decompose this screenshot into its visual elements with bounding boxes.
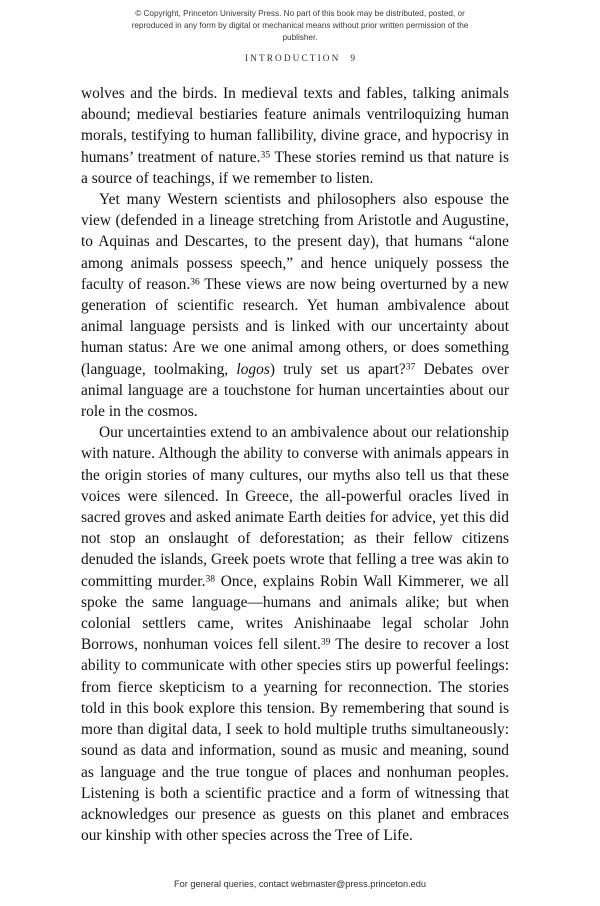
paragraph-para-2 [81,189,509,422]
footer-queries-text: For general queries, contact webmaster@press.princeton.edu [174,879,426,889]
italic-term: logos [236,360,270,378]
footnote-marker: 38 [205,573,216,585]
running-head [0,54,600,64]
running-head-title: INTRODUCTION [244,54,341,64]
paragraph-para-3 [81,422,509,846]
footnote-marker: 37 [405,361,416,373]
text-run: wolves and the birds. In medieval texts and fables, talking animals abound; medieval bestiaries feature animals ventriloquizing human morals, testifying to human fallibility, divine grace, and hypocrisy in humans’ treatment of nature. [81,85,509,166]
text-run: Debates over animal language are a touchstone for human uncertainties about our role in the cosmos. [81,360,509,421]
text-run: ) truly set us apart? [269,360,406,378]
text-run: Once, explains Robin Wall Kimmerer, we all spoke the same language—humans and animals alike; but when colonial settlers came, writes Anishinaabe legal scholar John Borrows, nonhuman voices fell silent. [81,572,509,654]
footnote-marker: 35 [260,149,271,161]
page-number: 9 [350,54,356,64]
paragraph-para-1 [81,83,509,189]
text-run: Our uncertainties extend to an ambivalence about our relationship with nature. Although the ability to converse with animals appears in the origin stories of many cultures, our myths also tell us that these voices were silenced. In Greece, the all-powerful oracles lived in sacred groves and asked animate Earth deities for advice, yet this did not stop an onslaught of deforestation; as their fellow citizens denuded the islands, Greek poets wrote that felling a tree was akin to committing murder. [81,424,509,590]
body-text-block [81,83,509,846]
text-run: The desire to recover a lost ability to communicate with other species stirs up powerful feelings: from fierce skepticism to a yearning for reconnection. The stories told in this book explore this tension. By remembering that sound is more than digital data, I seek to hold multiple truths simultaneously: sound as data and information, sound as music and meaning, sound as language and the true tongue of places and nonhuman peoples. Listening is both a scientific practice and a form of witnessing that acknowledges our presence as guests on this planet and embraces our kinship with other species across the Tree of Life. [81,636,509,845]
text-run: These stories remind us that nature is a source of teachings, if we remember to listen. [81,148,509,187]
copyright-notice: © Copyright, Princeton University Press. No part of this book may be distributed, posted, or reproduced in any form by digital or mechanical means without prior written permission of the publisher. [131,9,469,43]
text-run: These views are now being overturned by a new generation of scientific research. Yet human ambivalence about animal language persists and is linked with our uncertainty about human status: Are we one animal among others, or does something (language, toolmaking, [81,275,509,378]
footnote-marker: 39 [320,636,331,648]
text-run: Yet many Western scientists and philosophers also espouse the view (defended in a lineage stretching from Aristotle and Augustine, to Aquinas and Descartes, to the present day), that humans “alone among animals possess speech,” and hence uniquely possess the faculty of reason. [81,191,509,293]
footnote-marker: 36 [190,276,200,288]
